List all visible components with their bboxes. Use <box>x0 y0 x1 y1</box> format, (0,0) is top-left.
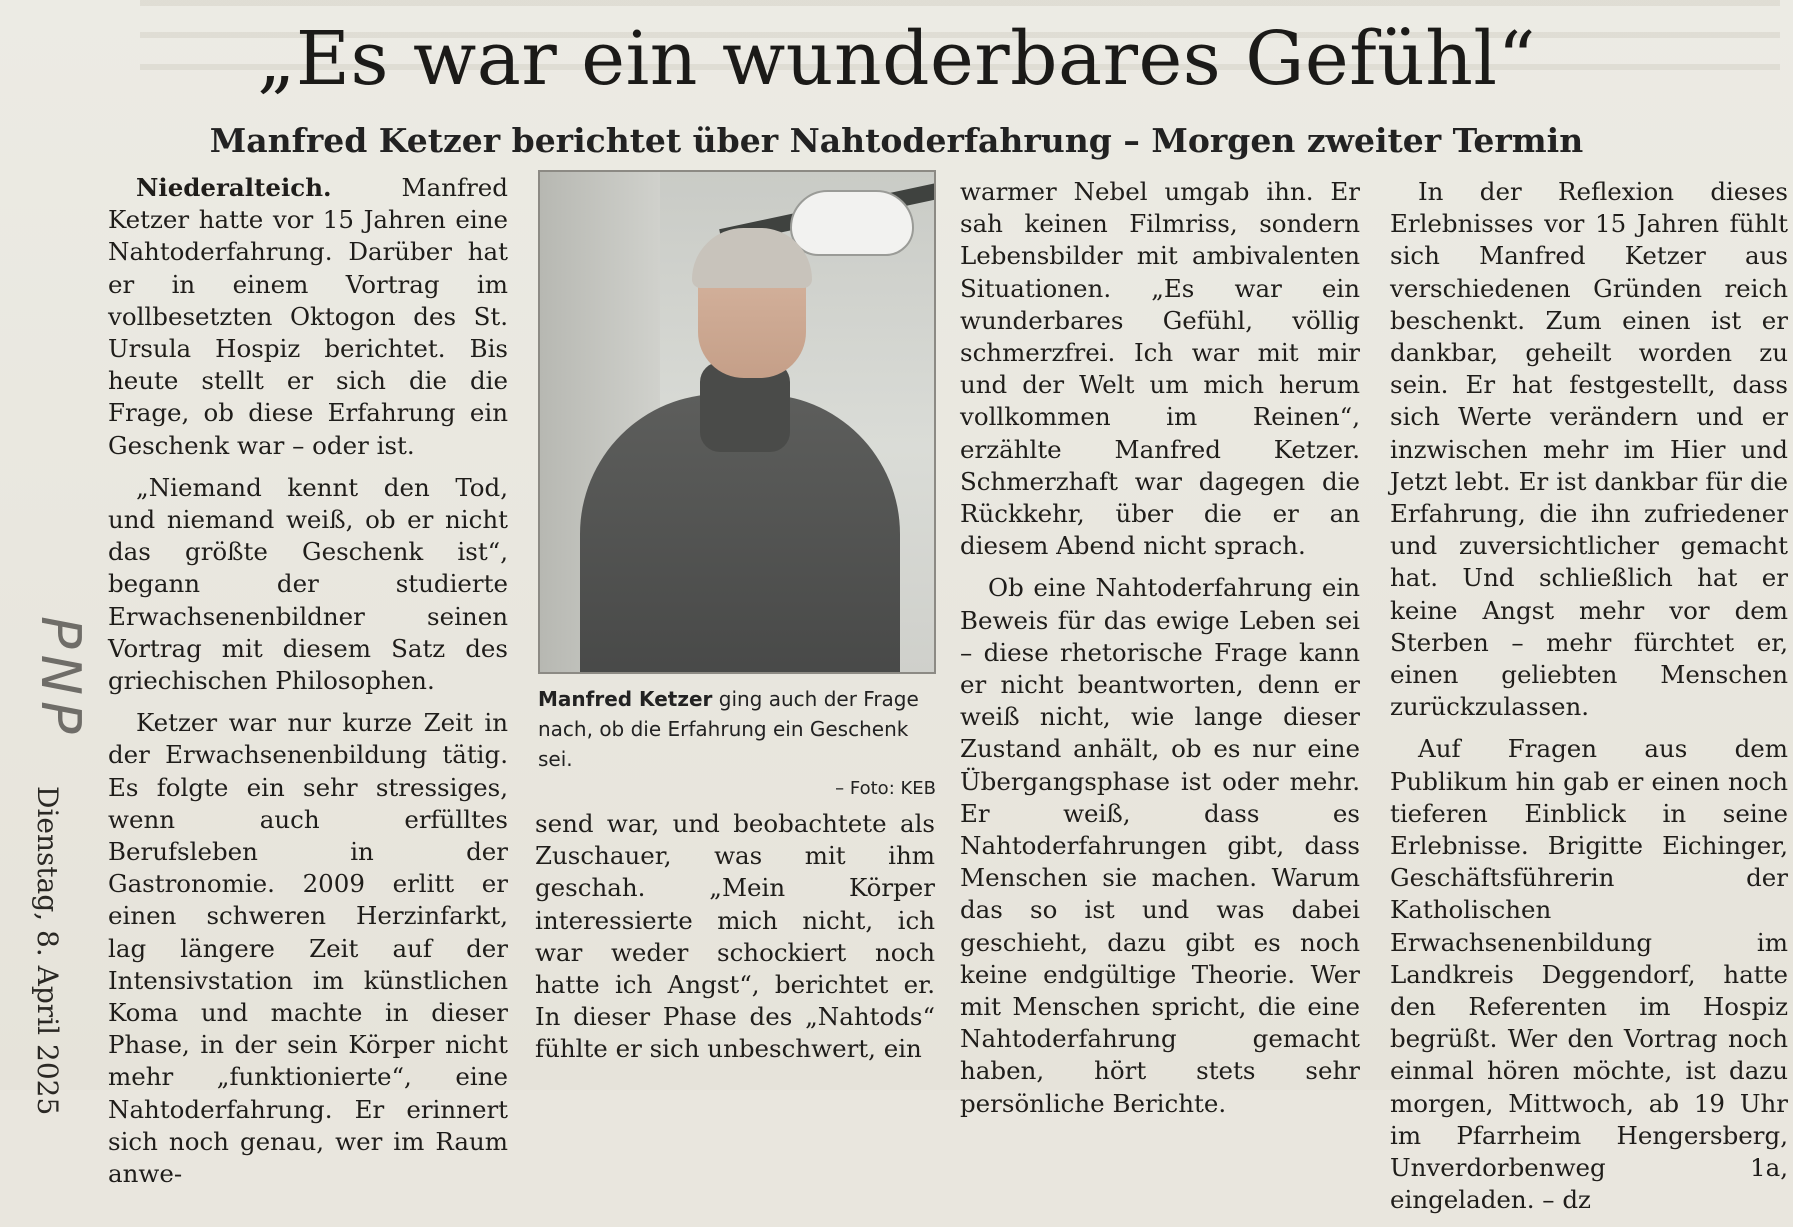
paragraph: Ketzer war nur kurze Zeit in der Erwachsenenbildung tätig. Es folgte ein sehr stressiges, wenn auch erfülltes Berufsleben in der Gastronomie. 2009 erlitt er einen schweren Herzinfarkt, lag längere Zeit auf der Intensivstation im künstlichen Koma und machte in dieser Phase, in der sein Körper nicht mehr „funktionierte“, eine Nahtoderfahrung. Er erinnert sich noch genau, wer im Raum anwe- <box>108 708 508 1189</box>
dateline: Niederalteich. <box>136 173 332 202</box>
article-column-1 <box>108 172 508 1200</box>
photo-credit: – Foto: KEB <box>835 778 936 799</box>
article-column-2 <box>535 808 935 1076</box>
paragraph-text: Auf Fragen aus dem Publikum hin gab er einen noch tieferen Einblick in seine Erlebnisse. Brigitte Eichinger, Geschäftsführerin der Katholischen Erwachsenenbildung im Landkreis Deggendorf, hatte den Referenten im Hospiz begrüßt. Wer den Vortrag noch einmal hören möchte, ist dazu morgen, Mittwoch, ab 19 Uhr im Pfarrheim Hengersberg, Unverdorbenweg 1a, eingeladen. <box>1390 734 1788 1215</box>
paragraph: „Niemand kennt den Tod, und niemand weiß, ob er nicht das größte Geschenk ist“, begann der studierte Erwachsenenbildner seinen Vortrag mit diesem Satz des griechischen Philosophen. <box>108 472 508 696</box>
paragraph <box>108 172 508 462</box>
photo-projector <box>790 190 914 256</box>
author-signoff: – dz <box>1534 1185 1591 1215</box>
paragraph: send war, und beobachtete als Zuschauer, was mit ihm geschah. „Mein Körper interessierte mich nicht, ich war weder schockiert noch hatte ich Angst“, berichtet er. In dieser Phase des „Nahtods“ fühlte er sich unbeschwert, ein <box>535 809 935 1064</box>
publication-date: Dienstag, 8. April 2025 <box>31 786 64 1116</box>
caption-text: ging auch der Frage nach, ob die Erfahrung ein Geschenk sei. <box>538 687 919 771</box>
handwritten-pnp-note: PNP <box>29 616 92 740</box>
paragraph <box>1390 733 1788 1216</box>
paragraph-text: Manfred Ketzer hatte vor 15 Jahren eine Nahtoderfahrung. Darüber hat er in einem Vortrag im vollbesetzten Oktogon des St. Ursula Hospiz berichtet. Bis heute stellt er sich die die Frage, ob diese Erfahrung ein Geschenk war – oder ist. <box>108 173 508 460</box>
caption-name: Manfred Ketzer <box>538 687 713 711</box>
subheadline: Manfred Ketzer berichtet über Nahtoderfahrung – Morgen zweiter Termin <box>209 121 1584 160</box>
paragraph: warmer Nebel umgab ihn. Er sah keinen Filmriss, sondern Lebensbilder mit ambivalenten Situationen. „Es war ein wunderbares Gefühl, völlig schmerzfrei. Ich war mit mir und der Welt um mich herum vollkommen im Reinen“, erzählte Manfred Ketzer. Schmerzhaft war dagegen die Rückkehr, über die er an diesem Abend nicht sprach. <box>960 177 1360 561</box>
paragraph: In der Reflexion dieses Erlebnisses vor 15 Jahren fühlt sich Manfred Ketzer aus verschiedenen Gründen reich beschenkt. Zum einen ist er dankbar, geheilt worden zu sein. Er hat festgestellt, dass sich Werte verändern und er inzwischen mehr im Hier und Jetzt lebt. Er ist dankbar für die Erfahrung, die ihn zufriedener und zuversichtlicher gemacht hat. Und schließlich hat er keine Angst mehr vor dem Sterben – mehr fürchtet er, einen geliebten Menschen zurückzulassen. <box>1390 177 1788 722</box>
article-column-3 <box>960 176 1360 1130</box>
article-column-4 <box>1390 176 1788 1227</box>
photo-caption <box>538 684 936 804</box>
paragraph: Ob eine Nahtoderfahrung ein Beweis für das ewige Leben sei – diese rhetorische Frage kann er nicht beantworten, denn er weiß nicht, wie lange dieser Zustand anhält, ob es nur eine Übergangsphase ist oder mehr. Er weiß, dass es Nahtoderfahrungen gibt, dass Menschen sie machen. Warum das so ist und was dabei geschieht, dazu gibt es noch keine endgültige Theorie. Wer mit Menschen spricht, die eine Nahtoderfahrung gemacht haben, hört stets sehr persönliche Berichte. <box>960 573 1360 1118</box>
portrait-photo <box>538 170 936 674</box>
headline: „Es war ein wunderbares Gefühl“ <box>257 16 1536 102</box>
